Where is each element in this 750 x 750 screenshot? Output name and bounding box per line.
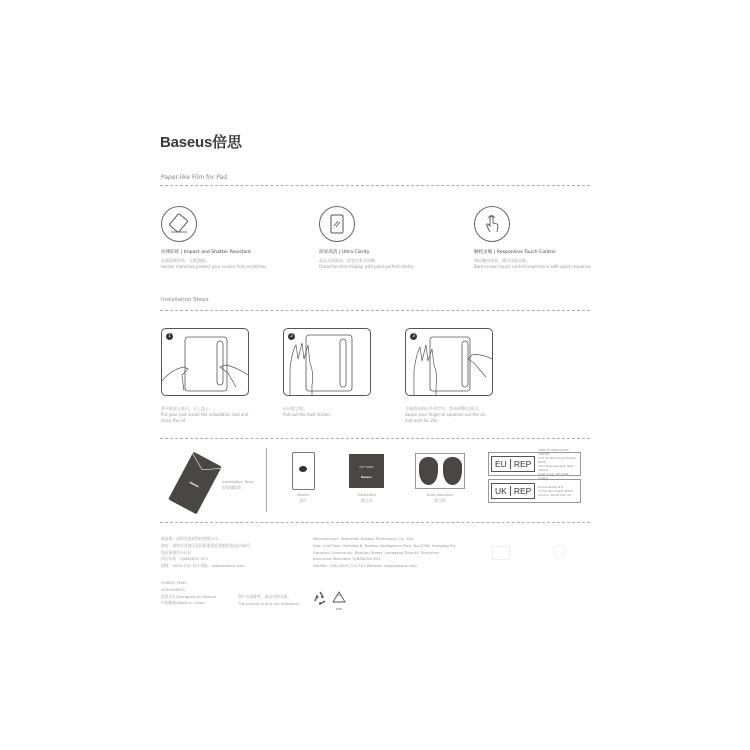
- pap-recycle-icon: [332, 588, 346, 611]
- step-number: 1: [166, 333, 173, 340]
- installation-tools-label: [222, 479, 254, 491]
- eu-rep-box: [488, 448, 581, 480]
- feature-impact: [161, 206, 291, 270]
- install-step-1: [161, 328, 249, 424]
- rep-label: REP: [510, 486, 534, 496]
- feature-desc-en: Harder materials protect your screen from scratches.: [161, 264, 268, 269]
- installation-title: Installation Steps: [161, 297, 209, 303]
- recycle-icon: [313, 590, 327, 604]
- install-step-3: [405, 328, 493, 424]
- feature-title: 原屏高清 | Ultra Clarity: [319, 250, 370, 255]
- feature-title: 抗摔防碎 | Impact and Shatter Resistant: [161, 250, 251, 255]
- box-text: DRY WIPES: [359, 466, 374, 469]
- divider: [160, 310, 590, 311]
- rep-code: UK: [495, 486, 507, 496]
- divider: [160, 522, 590, 523]
- step-illustration: [161, 328, 249, 396]
- pap-label: PAP: [336, 607, 342, 611]
- feature-desc-cn: 高清无损画质，视觉色彩更清晰。: [319, 258, 379, 263]
- brand-logo: Baseus倍思: [160, 134, 242, 151]
- feature-desc-cn: 裸屏触控体验，操作快速灵敏。: [474, 258, 530, 263]
- label-en: Installation Tools: [222, 479, 254, 484]
- shield-tablet-icon: [161, 206, 197, 242]
- step-desc-cn: 将平板放入套内，合上盖子。: [161, 406, 213, 411]
- divider: [160, 185, 590, 186]
- dust-absorber-label: [423, 492, 457, 504]
- faint-mark-icon: [492, 546, 510, 560]
- dustcloth-label: [353, 492, 381, 504]
- step-illustration: [283, 328, 371, 396]
- clarity-tablet-icon: [319, 206, 355, 242]
- feature-touch: [474, 206, 604, 270]
- feature-clarity: [319, 206, 449, 270]
- feature-desc-en: Bare-screen touch control experience with quick response.: [474, 264, 592, 269]
- rep-address: Prinna Global LTD 27 Old Gloucester Street London, WC1N 3AX, UK: [538, 485, 573, 497]
- rep-code: EU: [495, 459, 507, 469]
- wipes-icon: [292, 452, 315, 490]
- installation-pouch-icon: [168, 450, 222, 516]
- label-en: Dust absorber: [426, 492, 454, 497]
- step-number: 3: [410, 333, 417, 340]
- manufacturer-en: Manufacturer: Shenzhen Baseus Technology Co., Ltd. Add: 2nd Floor, Building B, Baseus Intelligence Park, No.2008, Xuegang Rd, Gangtou Community, Bantian Street, Longgang District, Shenzhen Executive Standard: Q/BASEUS 003 Hotline: +86-4000-712-713 Website: www.baseus.com: [313, 536, 457, 569]
- step-number: 2: [288, 333, 295, 340]
- step-desc-en: Swipe your finger to squeeze out the air, and wait for 20s: [405, 412, 487, 423]
- divider: [160, 438, 590, 439]
- label-en: Wipes: [297, 492, 309, 497]
- feature-desc-cn: 高强度硬升级，无惧刮擦。: [161, 258, 209, 263]
- wipes-label: [294, 492, 312, 504]
- manufacturer-cn: 制造商：深圳市倍思科技有限公司 地址：深圳市龙岗区坂田街道倍思智能科技园2008号 坂田街道岗头社区 执行标准：Q/BASEUS 003 热线：4000-712-713 网址：www.baseus.com: [161, 536, 251, 569]
- box-brand: Baseus: [361, 476, 372, 479]
- dustcloth-icon: [349, 454, 384, 488]
- label-cn: 湿巾: [299, 498, 307, 503]
- rep-label: REP: [510, 459, 534, 469]
- faint-circle-mark-icon: [553, 545, 566, 558]
- dust-absorber-icon: [415, 453, 465, 489]
- feature-desc-en: Distortion-less display with pixel-perfect clarity.: [319, 264, 414, 269]
- reference-note: 图片仅供参考，请以实物为准。 The picture is only for reference: [238, 594, 299, 606]
- product-codes: P93632 PDA0 1000056031 倍思设计/Designed by Baseus 中国制造/Made in China: [161, 580, 217, 606]
- touch-hand-icon: [474, 206, 510, 242]
- label-cn: 除尘布: [361, 498, 373, 503]
- step-desc-cn: 手指滑动挤出多余空气，等待20秒后即可。: [405, 406, 483, 411]
- install-step-2: [283, 328, 371, 418]
- feature-title: 触控灵敏 | Responsive Touch Control: [474, 250, 556, 255]
- step-desc-en: Put your pad inside the installation tool and close the lid: [161, 412, 249, 423]
- uk-rep-box: [488, 479, 581, 503]
- vertical-divider: [266, 448, 267, 512]
- step-illustration: [405, 328, 493, 396]
- step-desc-en: Pull out the dust sticker: [283, 412, 331, 417]
- product-name: Paper-like Film for Pad: [161, 174, 228, 181]
- step-desc-cn: 拉出除尘贴。: [283, 406, 307, 411]
- label-en: Dustcloth: [357, 492, 377, 497]
- rep-address: APEX CE SPECIALISTS LIMITED Unit 3D North Point House, North Point Business Park, New Mallow Road, Cork, T23 AT2P, Ireland: [538, 448, 576, 480]
- label-cn: 安装辅助袋: [222, 485, 241, 490]
- label-cn: 除尘贴: [434, 498, 446, 503]
- pap-code: 21: [337, 593, 341, 597]
